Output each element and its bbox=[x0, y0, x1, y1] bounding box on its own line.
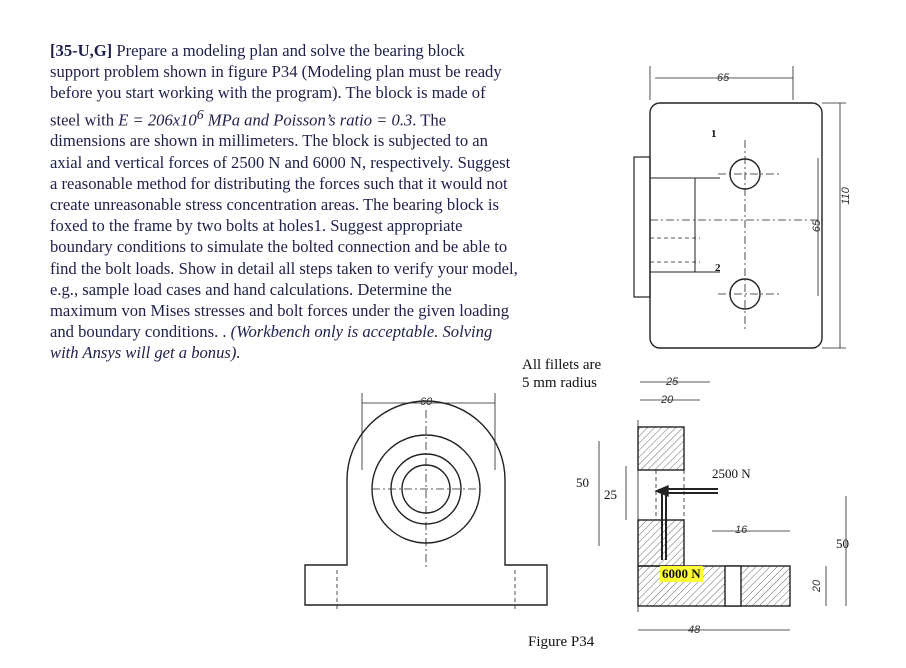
hole-label-1: 1 bbox=[711, 128, 717, 140]
dim-right-20: 20 bbox=[811, 579, 824, 593]
text-line: support problem shown in figure P34 (Modeling plan must be ready bbox=[50, 62, 502, 82]
top-view bbox=[634, 66, 846, 348]
poisson-value: 0.3 bbox=[391, 110, 413, 130]
dim-right-65: 65 bbox=[811, 219, 824, 233]
text-line: before you start working with the program). The block is made of bbox=[50, 83, 486, 103]
figure-caption: Figure P34 bbox=[528, 634, 595, 650]
text-line: dimensions are shown in millimeters. The block is subjected to an bbox=[50, 131, 488, 151]
dim-right-110: 110 bbox=[839, 187, 852, 205]
dim-bottom-48: 48 bbox=[688, 624, 701, 636]
text-line: e.g., sample load cases and hand calculations. Determine the bbox=[50, 279, 452, 299]
problem-id: [35-U,G] bbox=[50, 41, 113, 60]
dim-hole-16: 16 bbox=[735, 524, 748, 536]
text-line: find the bolt loads. Show in detail all steps taken to verify your model, bbox=[50, 258, 518, 278]
text-line: foxed to the frame by two bolts at holes1. Suggest appropriate bbox=[50, 216, 463, 236]
force-axial-label: 2500 N bbox=[712, 466, 751, 481]
dim-front-60: 60 bbox=[420, 396, 433, 408]
text-line-material: steel with $E = 206x10^6$ MPa and Poisson’s ratio = 0.3. The bbox=[50, 106, 447, 130]
dim-height-50: 50 bbox=[576, 475, 589, 490]
text-line: axial and vertical forces of 2500 N and 6000 N, respectively. Suggest bbox=[50, 152, 511, 172]
text-line: and boundary conditions. . (Workbench only is acceptable. Solving bbox=[50, 322, 493, 342]
hole-label-2: 2 bbox=[715, 262, 721, 274]
dim-side-20: 20 bbox=[661, 394, 674, 406]
front-view bbox=[305, 393, 547, 610]
force-vertical-label: 6000 N bbox=[662, 566, 701, 581]
dim-height-25: 25 bbox=[604, 487, 617, 502]
dim-right-50: 50 bbox=[836, 536, 849, 551]
text-line: create unreasonable stress concentration areas. The bearing block is bbox=[50, 194, 499, 214]
youngs-modulus: E = 206x10 bbox=[118, 110, 197, 130]
text-line: maximum von Mises stresses and bolt forces under the given loading bbox=[50, 300, 510, 320]
dim-top-65: 65 bbox=[717, 72, 730, 84]
text-line: a reasonable method for distributing the forces such that it would not bbox=[50, 173, 508, 193]
fillet-note: All fillets are 5 mm radius bbox=[522, 357, 602, 391]
text-line: Prepare a modeling plan and solve the bearing block bbox=[112, 41, 465, 60]
text-line: boundary conditions to simulate the bolted connection and be able to bbox=[50, 237, 508, 257]
side-section-view bbox=[599, 382, 846, 630]
dim-side-25: 25 bbox=[666, 376, 679, 388]
text-line: with Ansys will get a bonus). bbox=[50, 343, 241, 363]
